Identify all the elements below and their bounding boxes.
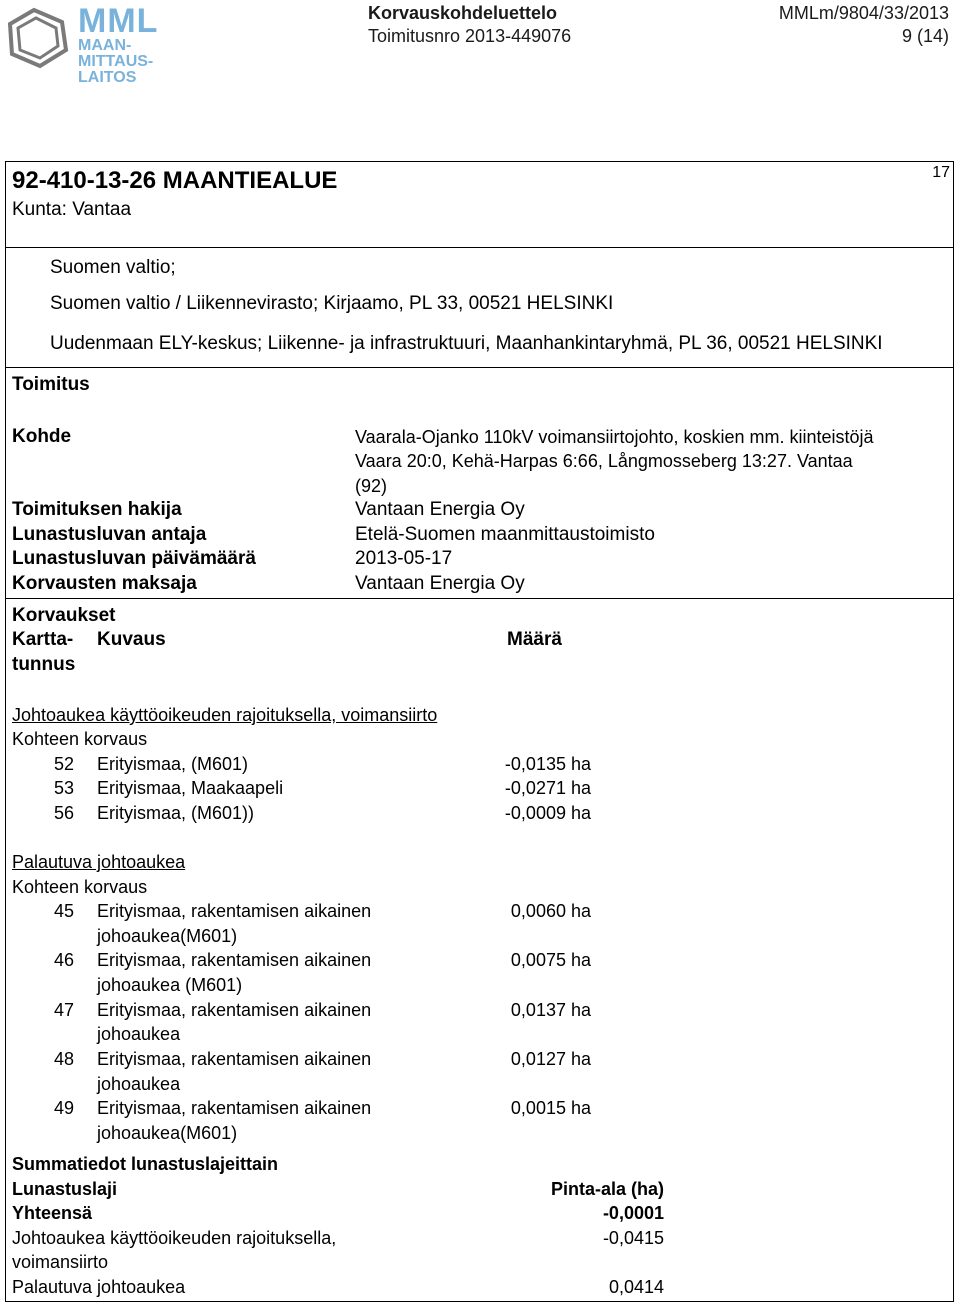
column-header-kuvaus: Kuvaus [97,629,166,650]
property-id-name: 92-410-13-26 MAANTIEALUE [12,167,338,194]
row-number: 53 [54,778,75,798]
document-title: Korvauskohdeluettelo [368,3,558,23]
toimitusnro: Toimitusnro 2013-449076 [368,26,572,46]
row-number: 49 [54,1098,75,1118]
kohde-label: Kohde [12,426,72,447]
hakija-value: Vantaan Energia Oy [355,499,525,520]
pvm-value: 2013-05-17 [355,548,453,569]
owner-line: Suomen valtio / Liikennevirasto; Kirjaamo, PL 33, 00521 HELSINKI [50,293,614,314]
row-description: Erityismaa, rakentamisen aikainen [97,1000,372,1020]
kunta: Kunta: Vantaa [12,199,132,220]
row-number: 46 [54,950,75,970]
summary-title: Summatiedot lunastuslajeittain [12,1154,279,1174]
logo-line3: MITTAUS- [78,53,154,70]
row-number: 52 [54,754,75,774]
mml-logo [4,4,164,88]
row-description-cont: johoaukea [97,1074,181,1094]
row-number: 47 [54,1000,75,1020]
summary-col-laji: Lunastuslaji [12,1179,118,1199]
row-description-cont: johoaukea (M601) [97,975,243,995]
row-amount: 0,0015 ha [510,1098,591,1118]
row-description: Erityismaa, (M601)) [97,803,255,823]
summary-row-value: -0,0415 [602,1228,664,1248]
row-description: Erityismaa, rakentamisen aikainen [97,1049,372,1069]
column-header-maara: Määrä [507,629,562,650]
antaja-value: Etelä-Suomen maanmittaustoimisto [355,524,655,545]
divider-details [5,598,954,599]
owner-line: Uudenmaan ELY-keskus; Liikenne- ja infrastruktuuri, Maanhankintaryhmä, PL 36, 00521 HELSINKI [50,333,883,354]
owner-line: Suomen valtio; [50,257,176,278]
summary-col-ala: Pinta-ala (ha) [550,1179,664,1199]
row-number: 56 [54,803,75,823]
row-amount: -0,0135 ha [504,754,591,774]
row-number: 48 [54,1049,75,1069]
row-number: 45 [54,901,75,921]
summary-row-label: Palautuva johtoaukea [12,1277,186,1297]
hakija-label: Toimituksen hakija [12,499,182,520]
logo-line2: MAAN- [78,37,132,54]
maksaja-label: Korvausten maksaja [12,573,197,594]
row-amount: -0,0009 ha [504,803,591,823]
toimitus-label: Toimitus [12,374,90,395]
row-description: Erityismaa, Maakaapeli [97,778,284,798]
section-title: Johtoaukea käyttöoikeuden rajoituksella, voimansiirto [12,705,438,725]
row-amount: 0,0137 ha [510,1000,591,1020]
section-title: Palautuva johtoaukea [12,852,186,872]
logo-mml-text: MML [78,2,159,40]
row-description: Erityismaa, rakentamisen aikainen [97,901,372,921]
row-amount: 0,0127 ha [510,1049,591,1069]
row-description: Erityismaa, rakentamisen aikainen [97,950,372,970]
row-amount: 0,0060 ha [510,901,591,921]
summary-row-label: Johtoaukea käyttöoikeuden rajoituksella, [12,1228,337,1248]
row-amount: -0,0271 ha [504,778,591,798]
korvaukset-title: Korvaukset [12,605,116,626]
mml-emblem-icon [4,6,72,70]
page-number: 9 (14) [901,26,949,46]
kohde-value: Vaarala-Ojanko 110kV voimansiirtojohto, koskien mm. kiinteistöjä [355,427,874,447]
document-reference: MMLm/9804/33/2013 [778,3,949,23]
kohde-value: Vaara 20:0, Kehä-Harpas 6:66, Långmosseberg 13:27. Vantaa [355,451,853,471]
row-description: Erityismaa, rakentamisen aikainen [97,1098,372,1118]
maksaja-value: Vantaan Energia Oy [355,573,525,594]
section-subtitle: Kohteen korvaus [12,729,148,749]
antaja-label: Lunastusluvan antaja [12,524,207,545]
summary-row-value: 0,0414 [608,1277,664,1297]
row-description-cont: johoaukea(M601) [97,926,238,946]
column-header-kartta: Kartta- [12,629,74,650]
summary-row-label-cont: voimansiirto [12,1252,109,1272]
divider-owners [5,367,954,368]
row-amount: 0,0075 ha [510,950,591,970]
section-subtitle: Kohteen korvaus [12,877,148,897]
summary-total-value: -0,0001 [602,1203,664,1223]
logo-line4: LAITOS [78,69,137,86]
summary-total-label: Yhteensä [12,1203,93,1223]
kohde-value: (92) [355,476,388,496]
property-number: 17 [932,164,950,181]
column-header-tunnus: tunnus [12,654,76,675]
row-description-cont: johoaukea [97,1024,181,1044]
divider-header [5,247,954,248]
pvm-label: Lunastusluvan päivämäärä [12,548,256,569]
row-description-cont: johoaukea(M601) [97,1123,238,1143]
row-description: Erityismaa, (M601) [97,754,249,774]
